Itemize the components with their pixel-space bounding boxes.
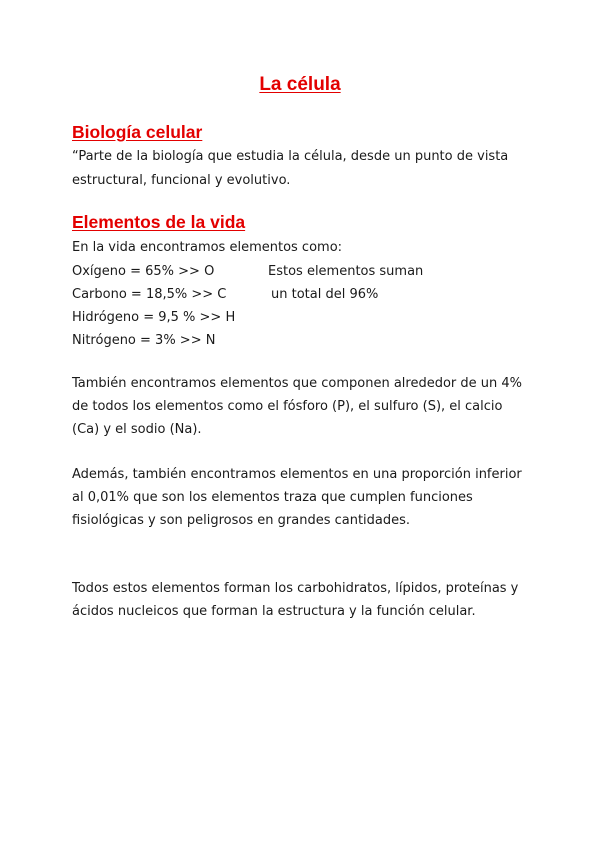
sum-note-line-2: un total del 96% [271, 287, 379, 302]
heading-biologia-celular: Biología celular [72, 122, 203, 142]
paragraph1-line-1: También encontramos elementos que componen alrededor de un 4% [72, 376, 523, 391]
paragraph3-line-2: ácidos nucleicos que forman la estructura y la función celular. [72, 604, 476, 619]
paragraph1-line-3: (Ca) y el sodio (Na). [72, 422, 202, 437]
element-hidrogeno: Hidrógeno = 9,5 % >> H [72, 310, 236, 325]
paragraph2-line-3: fisiológicas y son peligrosos en grandes cantidades. [72, 513, 411, 528]
heading-elementos-de-la-vida: Elementos de la vida [72, 212, 246, 232]
definition-line-2: estructural, funcional y evolutivo. [72, 173, 291, 188]
paragraph2-line-2: al 0,01% que son los elementos traza que cumplen funciones [72, 490, 473, 505]
paragraph2-line-1: Además, también encontramos elementos en una proporción inferior [72, 467, 522, 482]
element-nitrogeno: Nitrógeno = 3% >> N [72, 333, 216, 348]
elements-intro: En la vida encontramos elementos como: [72, 240, 343, 255]
page-title: La célula [259, 74, 341, 95]
paragraph3-line-1: Todos estos elementos forman los carbohidratos, lípidos, proteínas y [72, 581, 519, 596]
element-carbono: Carbono = 18,5% >> C [72, 287, 227, 302]
definition-line-1: “Parte de la biología que estudia la célula, desde un punto de vista [72, 149, 509, 164]
sum-note-line-1: Estos elementos suman [268, 264, 424, 279]
paragraph1-line-2: de todos los elementos como el fósforo (P), el sulfuro (S), el calcio [72, 399, 503, 414]
element-oxigeno: Oxígeno = 65% >> O [72, 264, 215, 279]
